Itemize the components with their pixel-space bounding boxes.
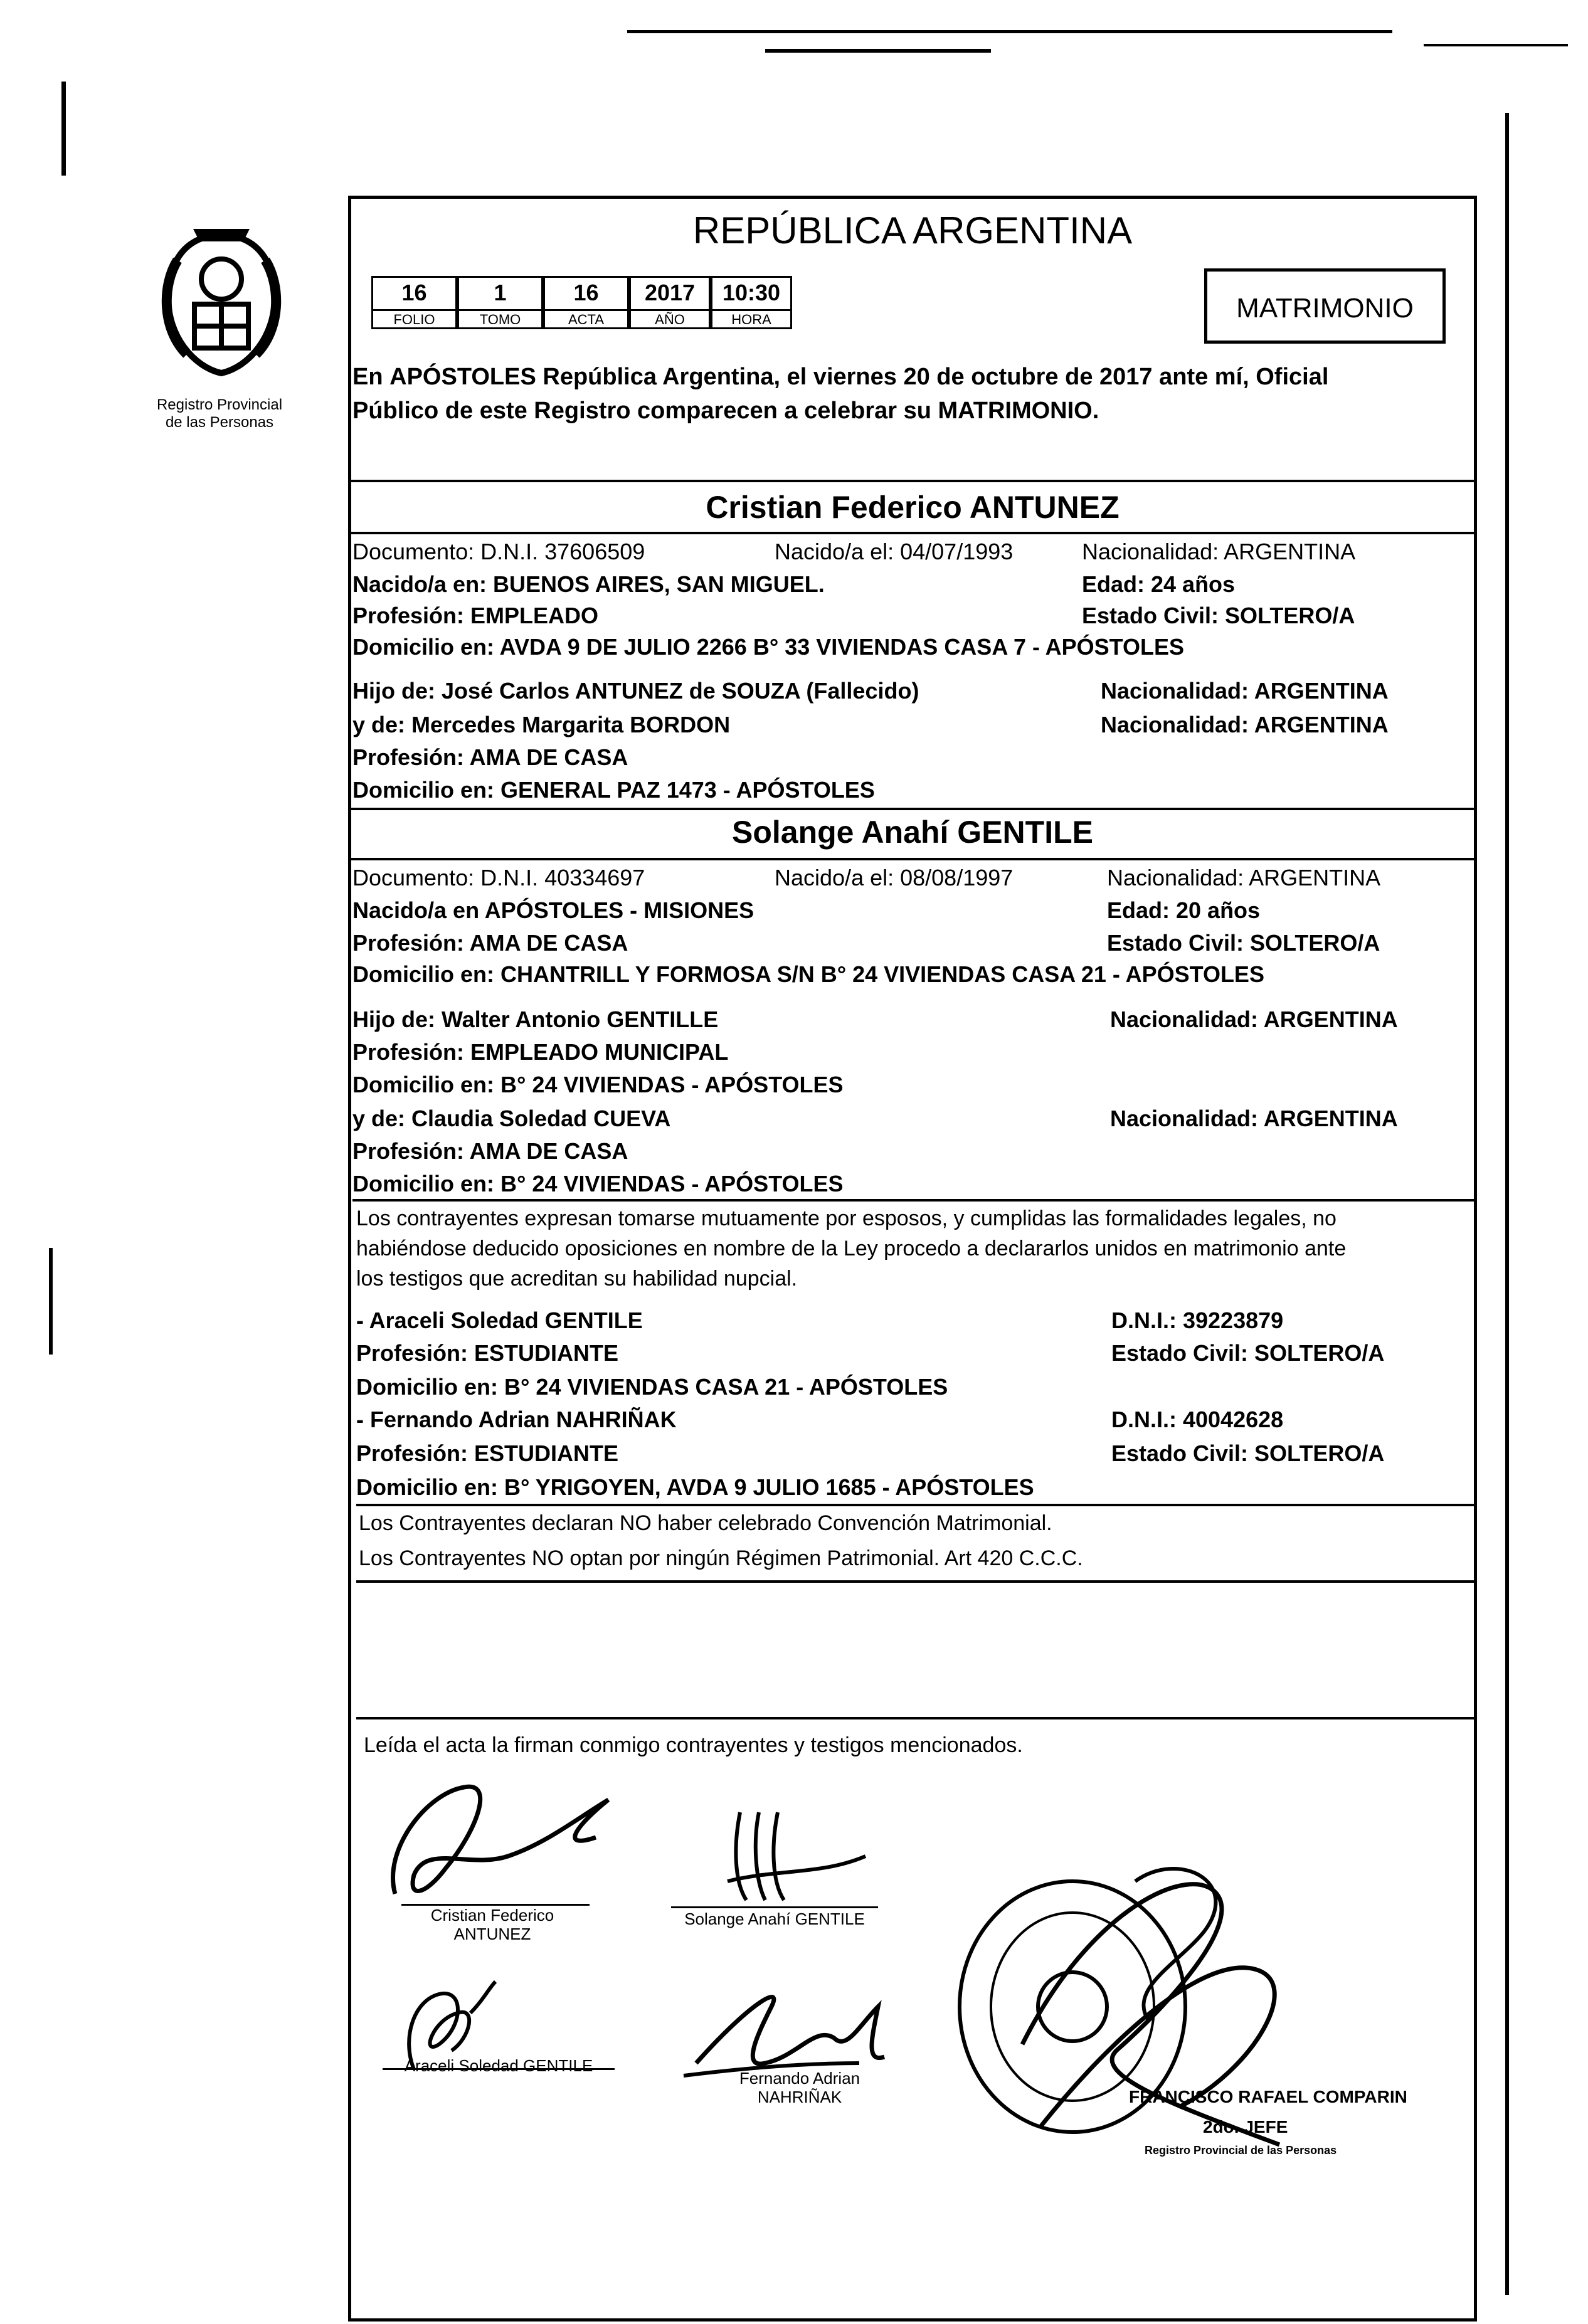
bride-profession: Profesión: AMA DE CASA <box>352 930 628 956</box>
bride-father-address: Domicilio en: B° 24 VIVIENDAS - APÓSTOLES <box>352 1072 844 1097</box>
divider <box>348 808 1477 810</box>
field-tomo-label: TOMO <box>457 309 543 329</box>
witness-2-civil-status: Estado Civil: SOLTERO/A <box>1111 1440 1385 1466</box>
bride-mother-profession: Profesión: AMA DE CASA <box>352 1138 628 1164</box>
regime-line-1: Los Contrayentes declaran NO haber celebrado Convención Matrimonial. <box>359 1511 1052 1535</box>
bride-father-nationality: Nacionalidad: ARGENTINA <box>1110 1006 1398 1032</box>
groom-father-nationality: Nacionalidad: ARGENTINA <box>1101 678 1389 704</box>
declaration-line-1: Los contrayentes expresan tomarse mutuamente por esposos, y cumplidas las formalidades legales, no <box>356 1207 1337 1230</box>
scan-artifact-line <box>627 30 1392 33</box>
official-name: FRANCISCO RAFAEL COMPARIN <box>1129 2087 1407 2106</box>
groom-mother-nationality: Nacionalidad: ARGENTINA <box>1101 712 1389 737</box>
field-tomo-value: 1 <box>457 276 543 311</box>
groom-profession: Profesión: EMPLEADO <box>352 603 599 628</box>
divider <box>356 1580 1477 1583</box>
declaration-line-2: habiéndose deducido oposiciones en nombre de la Ley procedo a declararlos unidos en matrimonio ante <box>356 1237 1347 1260</box>
bride-signature <box>665 1793 903 1919</box>
groom-nationality: Nacionalidad: ARGENTINA <box>1082 539 1356 564</box>
groom-born-date: Nacido/a el: 04/07/1993 <box>775 539 1014 564</box>
bride-mother-nationality: Nacionalidad: ARGENTINA <box>1110 1106 1398 1131</box>
witness-1-dni: D.N.I.: 39223879 <box>1111 1307 1284 1333</box>
scan-artifact-line <box>1505 113 1509 2295</box>
bride-age: Edad: 20 años <box>1107 897 1261 923</box>
witness-1-profession: Profesión: ESTUDIANTE <box>356 1340 619 1366</box>
witness-1-address: Domicilio en: B° 24 VIVIENDAS CASA 21 - APÓSTOLES <box>356 1374 948 1400</box>
field-ano-value: 2017 <box>629 276 711 311</box>
field-acta-value: 16 <box>543 276 629 311</box>
official-title: 2do. JEFE <box>1203 2117 1288 2136</box>
witness-2-profession: Profesión: ESTUDIANTE <box>356 1440 619 1466</box>
record-type: MATRIMONIO <box>1236 293 1414 324</box>
bride-father: Hijo de: Walter Antonio GENTILLE <box>352 1006 719 1032</box>
signature-line <box>401 1904 590 1906</box>
groom-age: Edad: 24 años <box>1082 571 1236 597</box>
field-folio-value: 16 <box>371 276 457 311</box>
bride-mother: y de: Claudia Soledad CUEVA <box>352 1106 671 1131</box>
official-office: Registro Provincial de las Personas <box>1145 2144 1337 2157</box>
closing-statement: Leída el acta la firman conmigo contrayentes y testigos mencionados. <box>364 1733 1023 1757</box>
divider <box>348 858 1477 860</box>
scan-artifact-line <box>765 49 991 53</box>
field-ano-label: AÑO <box>629 309 711 329</box>
regime-line-2: Los Contrayentes NO optan por ningún Régimen Patrimonial. Art 420 C.C.C. <box>359 1546 1083 1570</box>
bride-document: Documento: D.N.I. 40334697 <box>352 865 645 890</box>
coat-of-arms-icon <box>149 216 294 386</box>
country-title: REPÚBLICA ARGENTINA <box>692 209 1133 251</box>
groom-signature <box>370 1775 633 1913</box>
intro-line-2: Público de este Registro comparecen a celebrar su MATRIMONIO. <box>352 398 1099 424</box>
intro-line-1: En APÓSTOLES República Argentina, el viernes 20 de octubre de 2017 ante mí, Oficial <box>352 364 1329 390</box>
groom-father: Hijo de: José Carlos ANTUNEZ de SOUZA (Fallecido) <box>352 678 919 704</box>
groom-mother-profession: Profesión: AMA DE CASA <box>352 744 628 770</box>
bride-born-date: Nacido/a el: 08/08/1997 <box>775 865 1014 890</box>
witness-2-signature-label: Fernando Adrian NAHRIÑAK <box>739 2069 860 2106</box>
signature-line <box>671 1906 878 1908</box>
bride-mother-address: Domicilio en: B° 24 VIVIENDAS - APÓSTOLES <box>352 1171 844 1196</box>
divider <box>352 1199 1477 1202</box>
bride-civil-status: Estado Civil: SOLTERO/A <box>1107 930 1380 956</box>
scan-artifact-line <box>61 82 66 176</box>
witness-1-name: - Araceli Soledad GENTILE <box>356 1307 643 1333</box>
divider <box>348 480 1477 482</box>
groom-document: Documento: D.N.I. 37606509 <box>352 539 645 564</box>
field-folio-label: FOLIO <box>371 309 457 329</box>
intro-place: APÓSTOLES <box>389 364 536 390</box>
scan-artifact-line <box>1424 44 1568 46</box>
bride-signature-label: Solange Anahí GENTILE <box>684 1909 865 1928</box>
witness-2-dni: D.N.I.: 40042628 <box>1111 1407 1284 1432</box>
divider <box>356 1717 1477 1719</box>
groom-mother: y de: Mercedes Margarita BORDON <box>352 712 731 737</box>
groom-signature-label: Cristian Federico ANTUNEZ <box>430 1906 554 1943</box>
witness-1-signature-label: Araceli Soledad GENTILE <box>404 2056 593 2075</box>
divider <box>356 1504 1477 1506</box>
bride-address: Domicilio en: CHANTRILL Y FORMOSA S/N B° 24 VIVIENDAS CASA 21 - APÓSTOLES <box>352 961 1264 987</box>
scan-artifact-line <box>49 1248 53 1355</box>
bride-name: Solange Anahí GENTILE <box>732 815 1093 850</box>
groom-mother-address: Domicilio en: GENERAL PAZ 1473 - APÓSTOLES <box>352 777 875 803</box>
bride-born-in: Nacido/a en APÓSTOLES - MISIONES <box>352 897 754 923</box>
groom-born-in: Nacido/a en: BUENOS AIRES, SAN MIGUEL. <box>352 571 825 597</box>
registry-name: Registro Provincial de las Personas <box>156 396 283 431</box>
divider <box>348 532 1477 534</box>
field-hora-label: HORA <box>711 309 792 329</box>
witness-1-civil-status: Estado Civil: SOLTERO/A <box>1111 1340 1385 1366</box>
groom-civil-status: Estado Civil: SOLTERO/A <box>1082 603 1355 628</box>
bride-nationality: Nacionalidad: ARGENTINA <box>1107 865 1381 890</box>
groom-name: Cristian Federico ANTUNEZ <box>706 490 1120 525</box>
witness-2-name: - Fernando Adrian NAHRIÑAK <box>356 1407 677 1432</box>
field-acta-label: ACTA <box>543 309 629 329</box>
field-hora-value: 10:30 <box>711 276 792 311</box>
bride-father-profession: Profesión: EMPLEADO MUNICIPAL <box>352 1039 729 1065</box>
witness-2-address: Domicilio en: B° YRIGOYEN, AVDA 9 JULIO 1685 - APÓSTOLES <box>356 1474 1034 1500</box>
declaration-line-3: los testigos que acreditan su habilidad nupcial. <box>356 1267 798 1291</box>
groom-address: Domicilio en: AVDA 9 DE JULIO 2266 B° 33 VIVIENDAS CASA 7 - APÓSTOLES <box>352 634 1185 660</box>
